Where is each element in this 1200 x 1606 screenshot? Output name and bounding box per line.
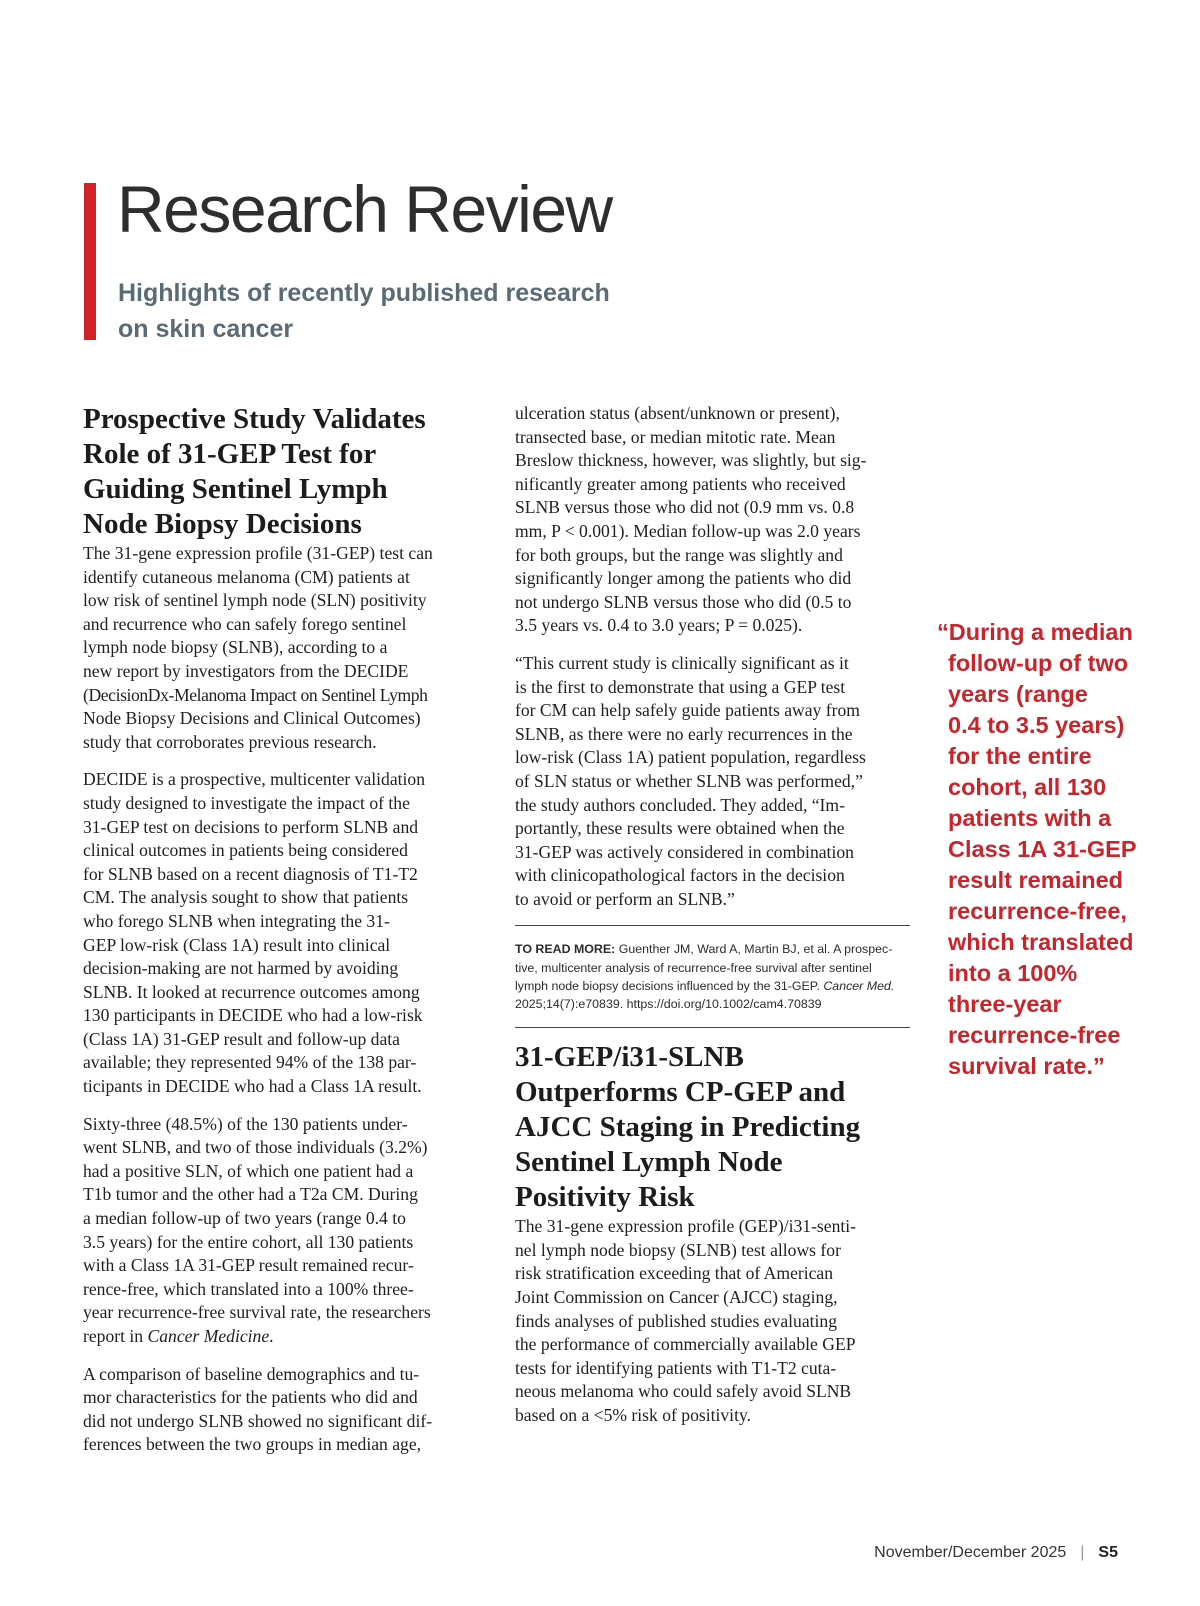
- headline-line: Outperforms CP-GEP and: [515, 1076, 846, 1109]
- pull-quote-line: “During a median: [937, 619, 1133, 645]
- article2-paragraph-1: [515, 1215, 910, 1427]
- text-line: study that corroborates previous research.: [83, 731, 377, 752]
- headline-line: Prospective Study Validates: [83, 403, 426, 435]
- to-read-more-label: TO READ MORE:: [515, 942, 616, 957]
- page-number: S5: [1098, 1544, 1118, 1561]
- text-line: not undergo SLNB versus those who did (0.5 to: [515, 591, 852, 612]
- citation-line: [515, 977, 910, 995]
- citation-line: 2025;14(7):e70839. https://doi.org/10.1002/cam4.70839: [515, 997, 822, 1012]
- article2-headline: [515, 1040, 910, 1215]
- pull-quote-line: 0.4 to 3.5 years): [948, 712, 1125, 738]
- section-title: Research Review: [117, 172, 612, 246]
- text-line: with a Class 1A 31-GEP result remained recur-: [83, 1255, 414, 1276]
- text-line: mm, P < 0.001). Median follow-up was 2.0 years: [515, 520, 861, 541]
- text-line: lymph node biopsy (SLNB), according to a: [83, 637, 388, 658]
- text-line: 3.5 years vs. 0.4 to 3.0 years; P = 0.025).: [515, 615, 803, 636]
- citation-line: tive, multicenter analysis of recurrence-free survival after sentinel: [515, 960, 872, 975]
- article1-paragraph-5: [515, 402, 910, 638]
- text-line: the performance of commercially available GEP: [515, 1334, 856, 1355]
- text-line: to avoid or perform an SLNB.”: [515, 888, 735, 909]
- text-line: 31-GEP test on decisions to perform SLNB and: [83, 816, 419, 837]
- citation-text: lymph node biopsy decisions influenced by the 31-GEP.: [515, 978, 824, 993]
- article1-paragraph-3: [83, 1113, 476, 1349]
- text-line: identify cutaneous melanoma (CM) patients at: [83, 566, 410, 587]
- text-line: Breslow thickness, however, was slightly, but sig-: [515, 450, 867, 471]
- text-line: neous melanoma who could safely avoid SLNB: [515, 1381, 852, 1402]
- pull-quote-line: result remained: [948, 867, 1124, 893]
- headline-line: Node Biopsy Decisions: [83, 508, 362, 540]
- text-line: SLNB, as there were no early recurrences in the: [515, 723, 853, 744]
- text-line: rence-free, which translated into a 100% three-: [83, 1278, 414, 1299]
- text-line: decision-making are not harmed by avoiding: [83, 958, 399, 979]
- article1-headline: [83, 402, 476, 542]
- article1-paragraph-1: [83, 542, 476, 754]
- text-line: (DecisionDx-Melanoma Impact on Sentinel Lymph: [83, 684, 428, 705]
- pull-quote-line: into a 100%: [948, 960, 1078, 986]
- text-line: “This current study is clinically significant as it: [515, 652, 849, 673]
- pull-quote-line: cohort, all 130: [948, 774, 1107, 800]
- text-line: tests for identifying patients with T1-T2 cuta-: [515, 1357, 837, 1378]
- text-line: ferences between the two groups in median age,: [83, 1434, 422, 1455]
- text-line: available; they represented 94% of the 138 par-: [83, 1052, 417, 1073]
- text-line: risk stratification exceeding that of American: [515, 1263, 834, 1284]
- text-line: a median follow-up of two years (range 0.4 to: [83, 1208, 406, 1229]
- text-line: went SLNB, and two of those individuals (3.2%): [83, 1137, 428, 1158]
- text-line: finds analyses of published studies evaluating: [515, 1310, 838, 1331]
- text-line: had a positive SLN, of which one patient had a: [83, 1160, 414, 1181]
- text-line: SLNB. It looked at recurrence outcomes among: [83, 981, 420, 1002]
- article1-paragraph-4: [83, 1363, 476, 1457]
- headline-line: Guiding Sentinel Lymph: [83, 473, 388, 505]
- text-line: did not undergo SLNB showed no significant dif-: [83, 1410, 433, 1431]
- text-line: low-risk (Class 1A) patient population, regardless: [515, 747, 866, 768]
- text-line: new report by investigators from the DECIDE: [83, 660, 409, 681]
- text-line: Joint Commission on Cancer (AJCC) staging,: [515, 1287, 838, 1308]
- text-line: (Class 1A) 31-GEP result and follow-up data: [83, 1028, 400, 1049]
- text-line: who forego SLNB when integrating the 31-: [83, 910, 390, 931]
- to-read-more: [515, 940, 910, 1013]
- text-line: study designed to investigate the impact of the: [83, 792, 410, 813]
- citation-text: Guenther JM, Ward A, Martin BJ, et al. A prospec-: [615, 942, 893, 957]
- header-accent-bar: [84, 183, 96, 340]
- text-line: 31-GEP was actively considered in combination: [515, 841, 854, 862]
- footer-separator: |: [1080, 1544, 1085, 1561]
- text-line: mor characteristics for the patients who did and: [83, 1387, 418, 1408]
- text-line: Sixty-three (48.5%) of the 130 patients under-: [83, 1113, 408, 1134]
- article1-paragraph-2: [83, 768, 476, 1098]
- text-line: year recurrence-free survival rate, the researchers: [83, 1302, 431, 1323]
- text-line: CM. The analysis sought to show that patients: [83, 887, 409, 908]
- report-suffix: .: [269, 1326, 274, 1346]
- pull-quote-line: which translated: [948, 929, 1134, 955]
- article1-continued: [515, 402, 910, 911]
- text-line: transected base, or median mitotic rate. Mean: [515, 426, 836, 447]
- text-line: the study authors concluded. They added, “Im-: [515, 794, 845, 815]
- text-line: A comparison of baseline demographics and tu-: [83, 1363, 420, 1384]
- text-line: DECIDE is a prospective, multicenter validation: [83, 769, 426, 790]
- pull-quote-line: for the entire: [948, 743, 1092, 769]
- subtitle-line: on skin cancer: [118, 315, 294, 343]
- issue-date: November/December 2025: [874, 1544, 1067, 1561]
- text-line: for CM can help safely guide patients away from: [515, 700, 860, 721]
- headline-line: Sentinel Lymph Node: [515, 1146, 783, 1179]
- pull-quote-line: recurrence-free: [948, 1022, 1121, 1048]
- citation-journal: Cancer Med.: [823, 978, 895, 993]
- page-footer: [874, 1543, 1118, 1563]
- text-line: low risk of sentinel lymph node (SLN) positivity: [83, 590, 427, 611]
- divider: [515, 1027, 910, 1028]
- pull-quote-line: Class 1A 31-GEP: [948, 836, 1137, 862]
- text-line: SLNB versus those who did not (0.9 mm vs. 0.8: [515, 497, 855, 518]
- text-line: clinical outcomes in patients being considered: [83, 840, 408, 861]
- divider: [515, 925, 910, 926]
- text-line: 3.5 years) for the entire cohort, all 130 patients: [83, 1231, 414, 1252]
- pull-quote-line: survival rate.”: [948, 1053, 1105, 1079]
- headline-line: AJCC Staging in Predicting: [515, 1111, 861, 1144]
- headline-line: Role of 31-GEP Test for: [83, 438, 377, 470]
- text-line: [83, 1325, 476, 1349]
- text-line: based on a <5% risk of positivity.: [515, 1405, 752, 1426]
- headline-line: Positivity Risk: [515, 1181, 695, 1214]
- text-line: ticipants in DECIDE who had a Class 1A result.: [83, 1076, 422, 1097]
- citation-line: [515, 940, 910, 958]
- headline-line: 31-GEP/i31-SLNB: [515, 1041, 744, 1074]
- text-line: The 31-gene expression profile (GEP)/i31-senti-: [515, 1216, 857, 1237]
- text-line: significantly longer among the patients who did: [515, 568, 852, 589]
- text-line: nel lymph node biopsy (SLNB) test allows for: [515, 1239, 841, 1260]
- text-line: for both groups, but the range was slightly and: [515, 544, 843, 565]
- pull-quote-line: recurrence-free,: [948, 898, 1127, 924]
- report-prefix: report in: [83, 1326, 148, 1346]
- text-line: portantly, these results were obtained when the: [515, 818, 845, 839]
- section-subtitle: [118, 275, 638, 347]
- pull-quote-line: follow-up of two: [948, 650, 1129, 676]
- left-column: [83, 402, 476, 1471]
- text-line: Node Biopsy Decisions and Clinical Outcomes): [83, 708, 421, 729]
- article2-body: [515, 1215, 910, 1427]
- text-line: for SLNB based on a recent diagnosis of T1-T2: [83, 863, 418, 884]
- text-line: 130 participants in DECIDE who had a low-risk: [83, 1005, 423, 1026]
- text-line: nificantly greater among patients who received: [515, 473, 846, 494]
- text-line: of SLN status or whether SLNB was performed,”: [515, 770, 863, 791]
- pull-quote-line: three-year: [948, 991, 1062, 1017]
- text-line: is the first to demonstrate that using a GEP test: [515, 676, 846, 697]
- pull-quote-line: years (range: [948, 681, 1088, 707]
- pull-quote: [937, 617, 1137, 1082]
- text-line: and recurrence who can safely forego sentinel: [83, 613, 407, 634]
- text-line: The 31-gene expression profile (31-GEP) test can: [83, 543, 433, 563]
- article1-quote-paragraph: [515, 652, 910, 912]
- text-line: ulceration status (absent/unknown or present),: [515, 403, 840, 423]
- text-line: T1b tumor and the other had a T2a CM. During: [83, 1184, 418, 1205]
- journal-name: Cancer Medicine: [147, 1326, 270, 1346]
- middle-column: [515, 402, 910, 1442]
- subtitle-line: Highlights of recently published research: [118, 279, 610, 307]
- article1-body: [83, 542, 476, 1457]
- text-line: GEP low-risk (Class 1A) result into clinical: [83, 934, 391, 955]
- pull-quote-line: patients with a: [948, 805, 1112, 831]
- text-line: with clinicopathological factors in the decision: [515, 865, 845, 886]
